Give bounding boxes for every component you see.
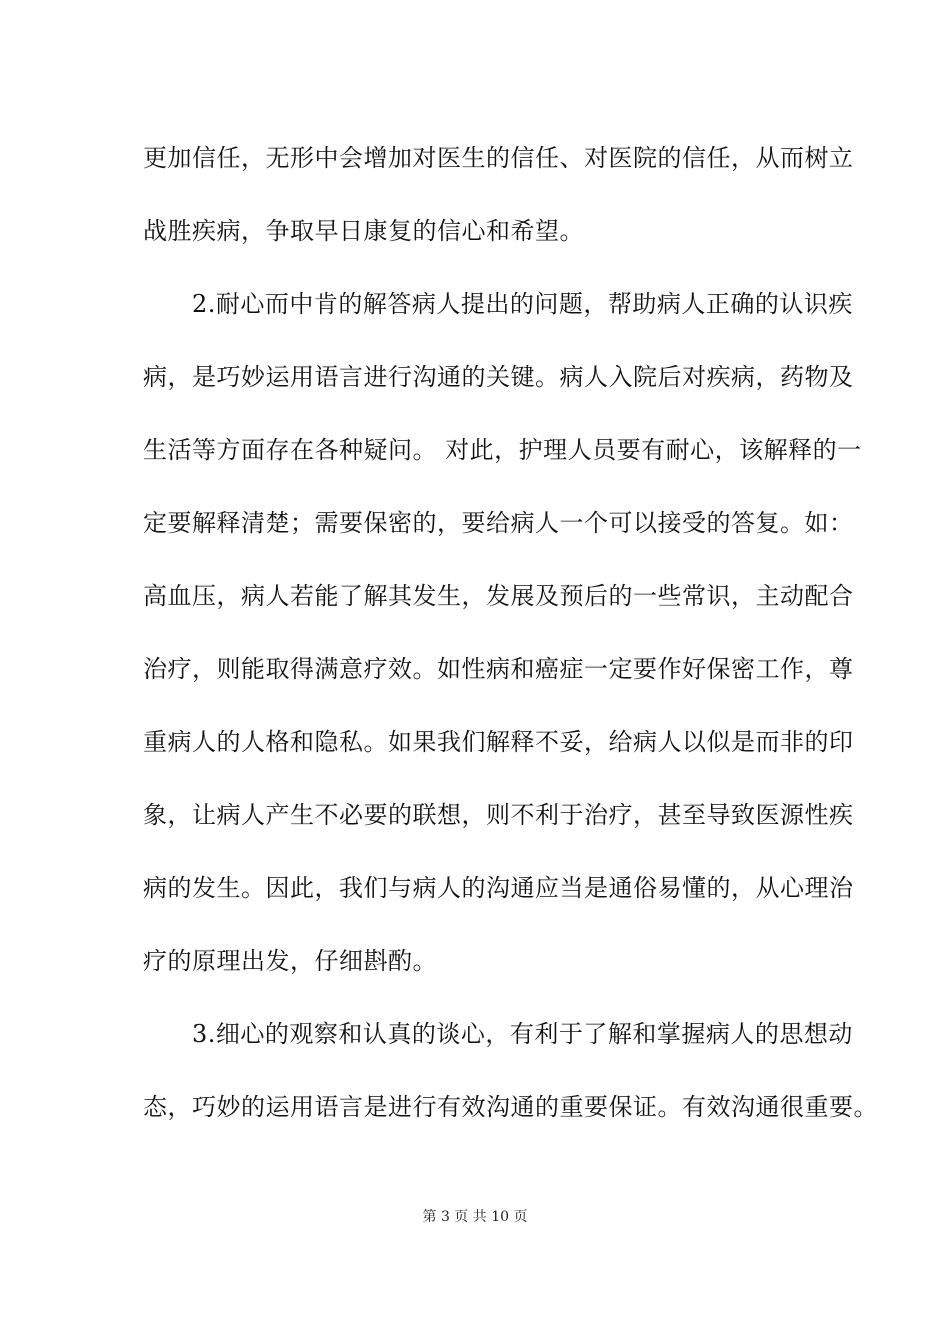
text-line: 重病人的人格和隐私。如果我们解释不妥，给病人以似是而非的印 [143, 728, 854, 756]
page-number-footer: 第 3 页 共 10 页 [422, 1209, 528, 1225]
paragraph-3-start: 3.细心的观察和认真的谈心，有利于了解和掌握病人的思想动 [143, 1020, 853, 1048]
text-line: 态，巧妙的运用语言是进行有效沟通的重要保证。有效沟通很重要。 [143, 1093, 878, 1121]
text-line: 更加信任，无形中会增加对医生的信任、对医院的信任，从而树立 [143, 144, 854, 172]
text-line: 病，是巧妙运用语言进行沟通的关键。病人入院后对疾病，药物及 [143, 363, 854, 391]
text-line: 病的发生。因此，我们与病人的沟通应当是通俗易懂的，从心理治 [143, 874, 854, 902]
text-line: 象，让病人产生不必要的联想，则不利于治疗，甚至导致医源性疾 [143, 801, 854, 829]
text-line: 定要解释清楚；需要保密的，要给病人一个可以接受的答复。如： [143, 509, 854, 537]
text-line: 治疗，则能取得满意疗效。如性病和癌症一定要作好保密工作，尊 [143, 655, 854, 683]
paragraph-2-start: 2.耐心而中肯的解答病人提出的问题，帮助病人正确的认识疾 [143, 290, 853, 318]
text-line: 生活等方面存在各种疑问。 对此，护理人员要有耐心，该解释的一 [143, 436, 862, 464]
text-line: 疗的原理出发，仔细斟酌。 [143, 947, 437, 975]
text-line: 战胜疾病，争取早日康复的信心和希望。 [143, 217, 584, 245]
text-line: 高血压，病人若能了解其发生，发展及预后的一些常识，主动配合 [143, 582, 854, 610]
